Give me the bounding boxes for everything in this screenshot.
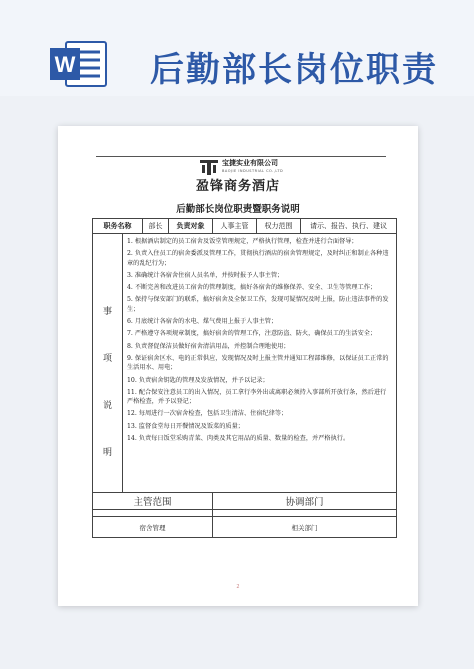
list-item: 12. 每周进行一次宿舍检查，包括卫生清洁、住宿纪律等； [127, 410, 288, 418]
list-item: 7. 严格遵守各项规章制度，搞好宿舍的管理工作，注意防盗、防火，确保员工的生活安全； [127, 330, 377, 338]
company-name-en: BAOJIE INDUSTRIAL CO.,LTD [222, 169, 284, 173]
authority-value: 请示、报告、执行、建议 [301, 219, 397, 234]
list-item: 6. 月底统计各宿舍的水电、煤气费用上报于人事主管； [127, 318, 278, 326]
list-item: 9. 保证宿舍区水、电的正常供应，发现情况及时上报主管并通知工程部维修，以保证员工正常的生活用水、用电； [127, 354, 389, 372]
report-to-label: 负责对象 [169, 219, 213, 234]
job-name-value: 部长 [143, 219, 169, 234]
list-item: 11. 配合保安注意员工的出入情况，员工拿行李外出或离职必须持入事部所开放行条，然后进行严格检查，并予以登记； [127, 388, 387, 406]
company-logo-icon [198, 157, 220, 177]
list-item: 1. 根据酒店制定的员工宿舍及饭堂管理规定，严格执行管理，检查并进行合面督导； [127, 238, 358, 245]
coord-value: 相关部门 [213, 517, 397, 538]
list-item: 8. 负责督促保洁员做好宿舍清洁用品，并控制合理地使用； [127, 342, 290, 350]
scope-value: 宿舍管理 [93, 517, 213, 538]
list-item: 4. 不断完善和改进员工宿舍的管理制度，搞好各宿舍的维修保养、安全、卫生等管理工作； [127, 284, 377, 292]
side-char: 事 [102, 307, 112, 317]
document-title: 后勤部长岗位职责暨职务说明 [176, 204, 300, 215]
hotel-name: 盈锋商务酒店 [195, 179, 280, 194]
coord-label: 协调部门 [213, 493, 397, 510]
job-description-table [92, 218, 397, 538]
company-name: 宝捷实业有限公司 [222, 159, 278, 167]
page-number: 2 [236, 584, 240, 590]
scope-value-row [93, 517, 397, 538]
report-to-value: 人事主管 [213, 219, 257, 234]
page-title: 后勤部长岗位职责 [150, 50, 438, 90]
word-icon-letter: W [54, 52, 76, 77]
document-page [58, 126, 418, 606]
list-item: 14. 负责每日饭堂采购青菜、肉类及其它用品的质量、数量的检查，并严格执行。 [127, 435, 350, 443]
list-item: 13. 监督食堂每日开餐情况及饭菜的质量； [127, 422, 244, 430]
authority-label: 权力范围 [257, 219, 301, 234]
duties-row [93, 234, 397, 493]
duties-list [123, 234, 397, 493]
list-item: 2. 负责入住员工的宿舍委派及管理工作，贯彻执行酒店的宿舍管理规定，及时纠正和制止各种违章的乱纪行为； [127, 250, 389, 267]
scope-label: 主管范围 [93, 493, 213, 510]
list-item: 3. 准确统计各宿舍住宿人员名单，并按时报予人事主管； [127, 271, 284, 279]
table-header-row [93, 219, 397, 234]
duties-side-label [93, 234, 123, 493]
banner [0, 0, 474, 96]
list-item: 5. 保持与保安部门的联系，搞好宿舍及全保卫工作，发现可疑情况及时上报，防止违法事件的发生； [127, 296, 389, 313]
spacer-row [93, 510, 397, 517]
scope-header-row [93, 493, 397, 510]
side-char: 说 [102, 401, 112, 411]
job-name-label: 职务名称 [93, 219, 143, 234]
side-char: 明 [102, 448, 112, 458]
side-char: 项 [102, 354, 112, 364]
word-document-icon [48, 40, 108, 88]
list-item: 10. 负责宿舍钥匙的管理及发放情况，并予以记录； [127, 376, 269, 384]
